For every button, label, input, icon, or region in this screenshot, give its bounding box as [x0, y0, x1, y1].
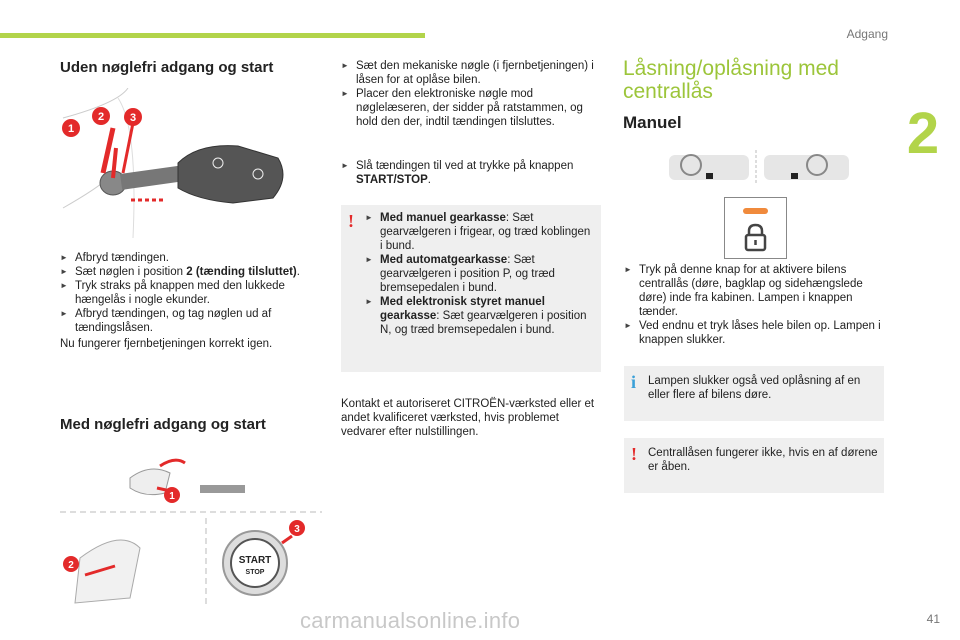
start-label: START [238, 555, 272, 566]
header-accent-bar [0, 33, 425, 38]
gearbox-warning-box [341, 205, 601, 372]
callout-2: 2 [97, 111, 105, 123]
list-item: ► Afbryd tændingen, og tag nøglen ud af tændingslåsen. [60, 307, 322, 335]
list-item: ► Med elektronisk styret manuel gearkasse: Sæt gearvælgeren i position N, og træd bremsepedalen i bund. [365, 295, 595, 337]
list-item: ► Slå tændingen til ved at trykke på knappen START/STOP. [341, 159, 603, 187]
watermark: carmanualsonline.info [300, 608, 521, 633]
warning-box [624, 438, 884, 493]
list-item: ► Med automatgearkasse: Sæt gearvælgeren i position P, og træd bremsepedalen i bund. [365, 253, 595, 295]
key-ignition-illustration [58, 88, 290, 238]
list-item: ► Med manuel gearkasse: Sæt gearvælgeren i frigear, og træd koblingen i bund. [365, 211, 595, 253]
callout-3: 3 [129, 112, 137, 124]
list-item: ► Placer den elektroniske nøgle mod nøglelæseren, der sidder på ratstammen, og hold den der, indtil tændingen tilsluttes. [341, 87, 606, 129]
list-item: ► Sæt den mekaniske nøgle (i fjernbetjeningen) i låsen for at oplåse bilen. [341, 59, 606, 87]
page-title: Låsning/oplåsning med centrallås [623, 57, 839, 103]
list-item: ► Afbryd tændingen. [60, 251, 322, 265]
gearbox-warning-list [365, 211, 595, 337]
warning-text: Centrallåsen fungerer ikke, hvis en af dørene er åben. [648, 447, 878, 473]
heading-without-keyless: Uden nøglefri adgang og start [60, 59, 274, 76]
callout-1: 1 [169, 491, 175, 502]
contact-workshop-text: Kontakt et autoriseret CITROËN-værksted eller et andet kvalificeret værksted, hvis problemet vedvarer efter nulstillingen. [341, 398, 595, 438]
list-item: ► Tryk straks på knappen med den lukkede hængelås i nogle ekunder. [60, 279, 322, 307]
chapter-number: 2 [906, 101, 940, 166]
central-lock-list [624, 263, 886, 347]
heading-with-keyless: Med nøglefri adgang og start [60, 416, 266, 433]
warning-exclamation-icon: ! [631, 444, 637, 464]
callout-2: 2 [68, 560, 74, 571]
lock-icon [725, 198, 786, 258]
info-icon: i [631, 372, 637, 392]
mechanical-key-list [341, 59, 606, 129]
page-number: 41 [926, 612, 940, 626]
info-box [624, 366, 884, 421]
keyless-start-illustration [60, 448, 322, 608]
stop-label: STOP [245, 569, 265, 576]
central-lock-button[interactable] [724, 197, 787, 259]
callout-1: 1 [67, 123, 75, 135]
reset-steps-list [60, 251, 322, 335]
subtitle-manual: Manuel [623, 113, 682, 132]
reset-result-text: Nu fungerer fjernbetjeningen korrekt igen. [60, 338, 273, 350]
callout-3: 3 [294, 524, 300, 535]
ignition-list [341, 159, 603, 187]
info-text: Lampen slukker også ved oplåsning af en eller flere af bilens døre. [648, 375, 861, 401]
list-item: ► Ved endnu et tryk låses hele bilen op. Lampen i knappen slukker. [624, 319, 886, 347]
dashboard-diagram [669, 145, 849, 190]
section-label: Adgang [846, 27, 888, 41]
warning-exclamation-icon: ! [348, 211, 354, 231]
list-item: ► Tryk på denne knap for at aktivere bilens centrallås (døre, bagklap og sidehængslede døre) inde fra kabinen. Lampen i knappen tænder. [624, 263, 886, 319]
list-item: ► Sæt nøglen i position 2 (tænding tilsluttet). [60, 265, 322, 279]
